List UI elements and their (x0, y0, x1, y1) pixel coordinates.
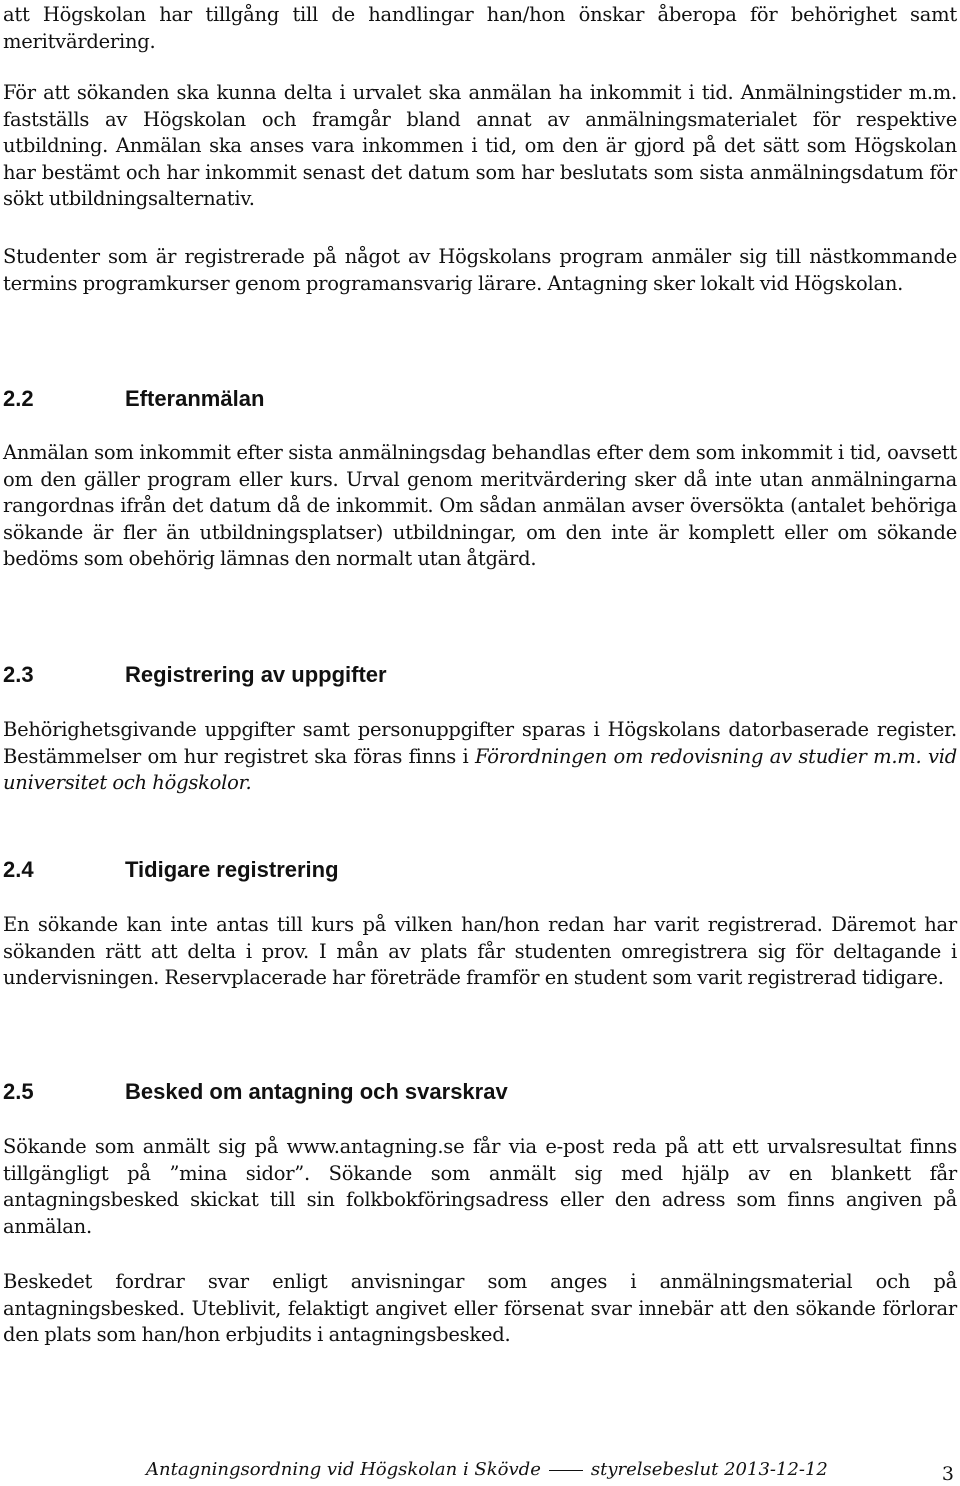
paragraph-registrering (3, 717, 957, 797)
heading-number: 2.4 (3, 857, 34, 882)
paragraph-besked: Sökande som anmält sig på www.antagning.se får via e-post reda på att ett urvalsresultat finns tillgängligt på ”mina sidor”. Sökande som anmält sig med hjälp av en blankett får antagningsbesked skickat till sin folkbokföringsadress eller den adress som finns angiven på anmälan. (3, 1135, 957, 1238)
paragraph-programstudenter: Studenter som är registrerade på något av Högskolans program anmäler sig till nästkommande termins programkurser genom programansvarig lärare. Antagning sker lokalt vid Högskolan. (3, 245, 957, 295)
paragraph-tidigare-registrering: En sökande kan inte antas till kurs på vilken han/hon redan har varit registrerad. Däremot har sökanden rätt att delta i prov. I mån av plats får studenten omregistrera sig för deltagande i undervisningen. Reservplacerade har företräde framför en student som varit registrerad tidigare. (3, 913, 957, 989)
heading-registrering (3, 661, 387, 689)
heading-title: Registrering av uppgifter (125, 662, 387, 687)
paragraph-behorighet: att Högskolan har tillgång till de handlingar han/hon önskar åberopa för behörighet samt meritvärdering. (3, 3, 957, 53)
paragraph-anmalan-i-tid: För att sökanden ska kunna delta i urvalet ska anmälan ha inkommit i tid. Anmälningstider m.m. fastställs av Högskolan och framgår bland annat av anmälningsmaterialet för respektive utbildning. Anmälan ska anses vara inkommen i tid, om den är gjord på det sätt som Högskolan har bestämt och har inkommit senast det datum som har beslutats som sista anmälningsdatum för sökt utbildningsalternativ. (3, 81, 957, 210)
paragraph-registrering-text: Behörighetsgivande uppgifter samt personuppgifter sparas i Högskolans datorbaserade register. Bestämmelser om hur registret ska föras finns i (3, 718, 957, 768)
heading-number: 2.5 (3, 1079, 34, 1104)
heading-title: Tidigare registrering (125, 857, 339, 882)
heading-tidigare-registrering (3, 856, 339, 884)
paragraph-svarskrav: Beskedet fordrar svar enligt anvisningar som anges i anmälningsmaterial och på antagningsbesked. Uteblivit, felaktigt angivet eller försenat svar innebär att den sökande förlorar den plats som han/hon erbjudits i antagningsbesked. (3, 1270, 957, 1346)
page-number: 3 (941, 1463, 954, 1485)
heading-besked (3, 1078, 508, 1106)
heading-title: Besked om antagning och svarskrav (125, 1079, 508, 1104)
page-footer (146, 1458, 958, 1485)
footer-dash (549, 1470, 583, 1471)
heading-number: 2.2 (3, 386, 34, 411)
forordning-reference: Förordningen om redovisning av studier m.m. vid universitet och högskolor. (3, 744, 957, 794)
footer-document-title: Antagningsordning vid Högskolan i Skövde (146, 1459, 541, 1480)
paragraph-efteranmalan: Anmälan som inkommit efter sista anmälningsdag behandlas efter dem som inkommit i tid, oavsett om den gäller program eller kurs. Urval genom meritvärdering sker då inte utan anmälningarna rangordnas ifrån det datum då de inkommit. Om sådan anmälan avser översökta (antalet behöriga sökande är fler än utbildningsplatser) utbildningar, om den inte är komplett eller om sökande bedöms som obehörig lämnas den normalt utan åtgärd. (3, 441, 957, 570)
footer-decision-date: styrelsebeslut 2013-12-12 (590, 1459, 828, 1480)
heading-title: Efteranmälan (125, 386, 265, 411)
heading-number: 2.3 (3, 662, 34, 687)
heading-efteranmalan (3, 385, 264, 413)
